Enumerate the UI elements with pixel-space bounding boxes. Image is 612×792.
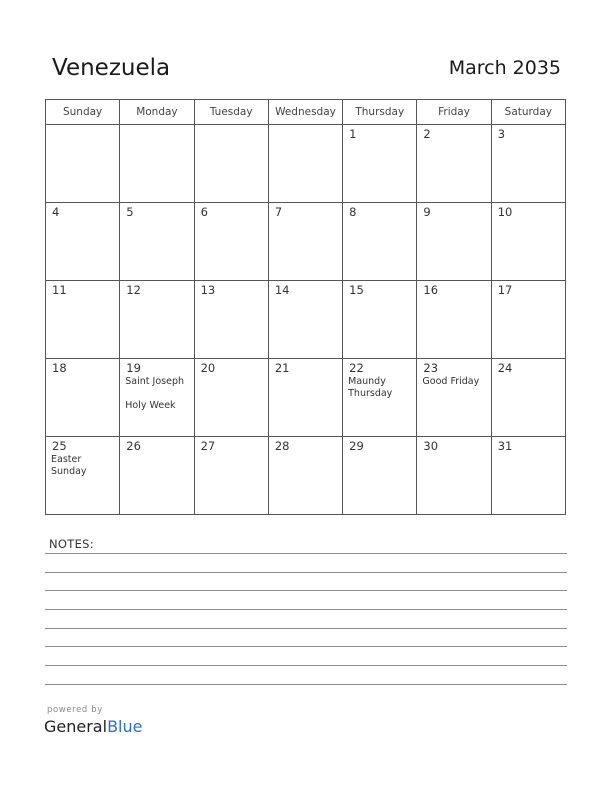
day-number: 31 <box>497 439 513 453</box>
calendar-day-cell <box>343 359 417 437</box>
calendar-day-cell <box>268 203 342 281</box>
day-number: 21 <box>274 361 290 375</box>
day-number: 8 <box>349 205 357 219</box>
day-number: 18 <box>52 361 67 375</box>
country-title: Venezuela <box>52 55 171 81</box>
day-number: 22 <box>349 361 364 375</box>
calendar-day-cell <box>268 437 342 515</box>
notes-line <box>45 572 567 573</box>
calendar-day-cell <box>120 359 194 437</box>
notes-line <box>45 665 567 666</box>
day-number: 12 <box>126 283 141 297</box>
day-number: 5 <box>126 205 134 219</box>
calendar-week-row <box>46 125 566 203</box>
day-number: 4 <box>52 205 60 219</box>
weekday-header: Sunday <box>46 100 120 125</box>
brand-logo-part2: Blue <box>107 717 143 736</box>
weekday-header: Saturday <box>491 100 565 125</box>
calendar-week-row <box>46 359 566 437</box>
day-number: 19 <box>126 361 141 375</box>
holiday-label: Good Friday <box>422 376 480 387</box>
day-number: 17 <box>497 283 513 297</box>
calendar-day-cell <box>491 437 565 515</box>
calendar-day-cell <box>417 125 491 203</box>
calendar-day-cell <box>417 437 491 515</box>
calendar-week-row <box>46 281 566 359</box>
calendar-day-cell <box>120 125 194 203</box>
day-number: 3 <box>497 127 506 141</box>
holiday-label: Maundy Thursday <box>348 376 393 399</box>
day-number: 30 <box>423 439 439 453</box>
calendar-day-cell <box>491 359 565 437</box>
day-number: 10 <box>497 205 513 219</box>
notes-line <box>45 628 567 629</box>
notes-line <box>45 609 567 610</box>
calendar-day-cell <box>46 281 120 359</box>
day-number: 29 <box>349 439 364 453</box>
day-number: 2 <box>423 127 431 141</box>
calendar-day-cell <box>417 203 491 281</box>
calendar-day-cell <box>194 125 268 203</box>
calendar-day-cell <box>120 437 194 515</box>
calendar-week-row <box>46 203 566 281</box>
calendar-day-cell <box>46 203 120 281</box>
day-number <box>269 125 342 128</box>
calendar-day-cell <box>343 437 417 515</box>
day-number: 20 <box>200 361 216 375</box>
calendar-day-cell <box>268 359 342 437</box>
holiday-label: Holy Week <box>125 400 176 411</box>
day-number: 6 <box>200 205 208 219</box>
day-number: 11 <box>52 283 67 297</box>
calendar-day-cell <box>417 281 491 359</box>
day-number: 7 <box>274 205 283 219</box>
day-number: 25 <box>52 439 67 453</box>
weekday-header: Tuesday <box>194 100 268 125</box>
calendar-day-cell <box>46 437 120 515</box>
notes-line <box>45 646 567 647</box>
calendar-grid <box>45 99 566 515</box>
calendar-day-cell <box>417 359 491 437</box>
day-number <box>46 125 119 128</box>
calendar-day-cell <box>194 437 268 515</box>
brand-logo-part1: General <box>44 717 108 736</box>
calendar-day-cell <box>46 359 120 437</box>
month-year-title: March 2035 <box>448 57 561 79</box>
day-number <box>195 125 268 128</box>
weekday-header: Friday <box>417 100 491 125</box>
notes-label: NOTES: <box>49 537 94 551</box>
holiday-label: Saint Joseph <box>125 376 184 387</box>
calendar-day-cell <box>194 203 268 281</box>
calendar-day-cell <box>491 203 565 281</box>
notes-line <box>45 553 567 554</box>
calendar-day-cell <box>491 125 565 203</box>
day-number: 28 <box>274 439 290 453</box>
day-number: 1 <box>349 127 357 141</box>
day-number: 26 <box>126 439 141 453</box>
day-number: 16 <box>423 283 439 297</box>
calendar-day-cell <box>120 203 194 281</box>
calendar-day-cell <box>343 125 417 203</box>
calendar-day-cell <box>120 281 194 359</box>
day-number: 23 <box>423 361 439 375</box>
notes-line <box>45 684 567 685</box>
day-number: 14 <box>274 283 290 297</box>
day-number: 24 <box>497 361 513 375</box>
calendar-day-cell <box>343 203 417 281</box>
weekday-header: Thursday <box>343 100 417 125</box>
weekday-header: Wednesday <box>268 100 342 125</box>
day-number: 15 <box>349 283 364 297</box>
holiday-label: Easter Sunday <box>51 454 87 477</box>
calendar-day-cell <box>194 359 268 437</box>
notes-line <box>45 590 567 591</box>
calendar-day-cell <box>194 281 268 359</box>
calendar-body <box>46 125 566 515</box>
calendar-week-row <box>46 437 566 515</box>
weekday-header-row <box>46 100 566 125</box>
day-number <box>120 125 193 128</box>
calendar-day-cell <box>268 125 342 203</box>
calendar-day-cell <box>491 281 565 359</box>
calendar-day-cell <box>46 125 120 203</box>
brand-logo <box>44 717 142 736</box>
day-number: 13 <box>200 283 216 297</box>
weekday-header: Monday <box>120 100 194 125</box>
calendar-day-cell <box>343 281 417 359</box>
calendar-day-cell <box>268 281 342 359</box>
day-number: 9 <box>423 205 431 219</box>
day-number: 27 <box>200 439 216 453</box>
powered-by-text: powered by <box>47 705 103 715</box>
